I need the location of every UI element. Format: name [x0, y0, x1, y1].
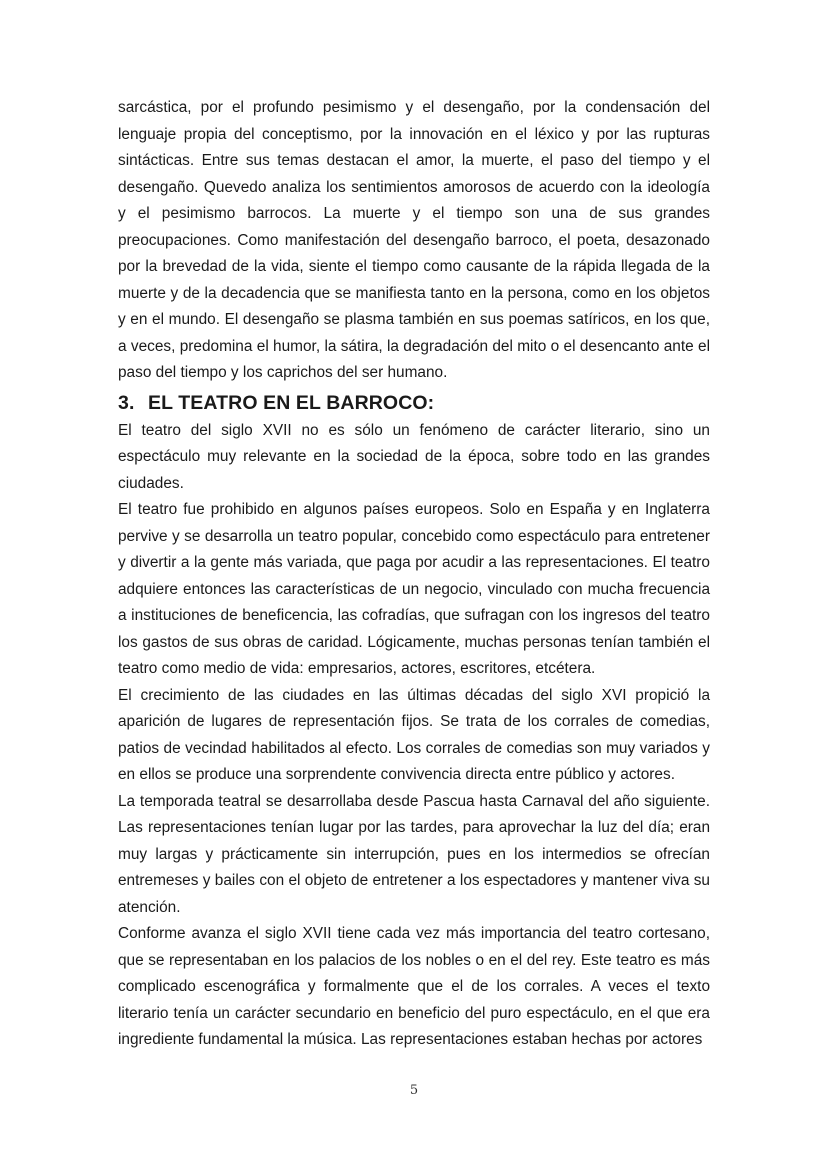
page-number: 5	[409, 1083, 419, 1098]
intro-paragraph: sarcástica, por el profundo pesimismo y el desengaño, por la condensación del lenguaje propia del conceptismo, por la innovación en el léxico y por las rupturas sintácticas. Entre sus temas destacan el amor, la muerte, el paso del tiempo y el desengaño. Quevedo analiza los sentimientos amorosos de acuerdo con la ideología y el pesimismo barrocos. La muerte y el tiempo son una de sus grandes preocupaciones. Como manifestación del desengaño barroco, el poeta, desazonado por la brevedad de la vida, siente el tiempo como causante de la rápida llegada de la muerte y de la decadencia que se manifiesta tanto en la persona, como en los objetos y en el mundo. El desengaño se plasma también en sus poemas satíricos, en los que, a veces, predomina el humor, la sátira, la degradación del mito o el desencanto ante el paso del tiempo y los caprichos del ser humano.	[118, 99, 710, 381]
document-page	[118, 95, 710, 1054]
paragraph-teatro-popular: El teatro fue prohibido en algunos países europeos. Solo en España y en Inglaterra pervive y se desarrolla un teatro popular, concebido como espectáculo para entretener y divertir a la gente más variada, que paga por acudir a las representaciones. El teatro adquiere entonces las características de un negocio, vinculado con mucha frecuencia a instituciones de beneficencia, las cofradías, que sufragan con los ingresos del teatro los gastos de sus obras de caridad. Lógicamente, muchas personas tenían también el teatro como medio de vida: empresarios, actores, escritores, etcétera.	[118, 501, 710, 677]
section-number: 3.	[118, 391, 135, 414]
paragraph-corrales: El crecimiento de las ciudades en las últimas décadas del siglo XVI propició la aparición de lugares de representación fijos. Se trata de los corrales de comedias, patios de vecindad habilitados al efecto. Los corrales de comedias son muy variados y en ellos se produce una sorprendente convivencia directa entre público y actores.	[118, 686, 710, 783]
paragraph-teatro-intro: El teatro del siglo XVII no es sólo un fenómeno de carácter literario, sino un espectáculo muy relevante en la sociedad de la época, sobre todo en las grandes ciudades.	[118, 421, 710, 492]
section-heading	[118, 388, 710, 418]
paragraph-teatro-cortesano: Conforme avanza el siglo XVII tiene cada vez más importancia del teatro cortesano, que se representaban en los palacios de los nobles o en el del rey. Este teatro es más complicado escenográfica y formalmente que el de los corrales. A veces el texto literario tenía un carácter secundario en beneficio del puro espectáculo, en el que era ingrediente fundamental la música. Las representaciones estaban hechas por actores	[118, 925, 710, 1048]
paragraph-temporada: La temporada teatral se desarrollaba desde Pascua hasta Carnaval del año siguiente. Las representaciones tenían lugar por las tardes, para aprovechar la luz del día; eran muy largas y prácticamente sin interrupción, pues en los intermedios se ofrecían entremeses y bailes con el objeto de entretener a los espectadores y mantener viva su atención.	[118, 792, 710, 916]
section-title: EL TEATRO EN EL BARROCO:	[148, 391, 435, 414]
